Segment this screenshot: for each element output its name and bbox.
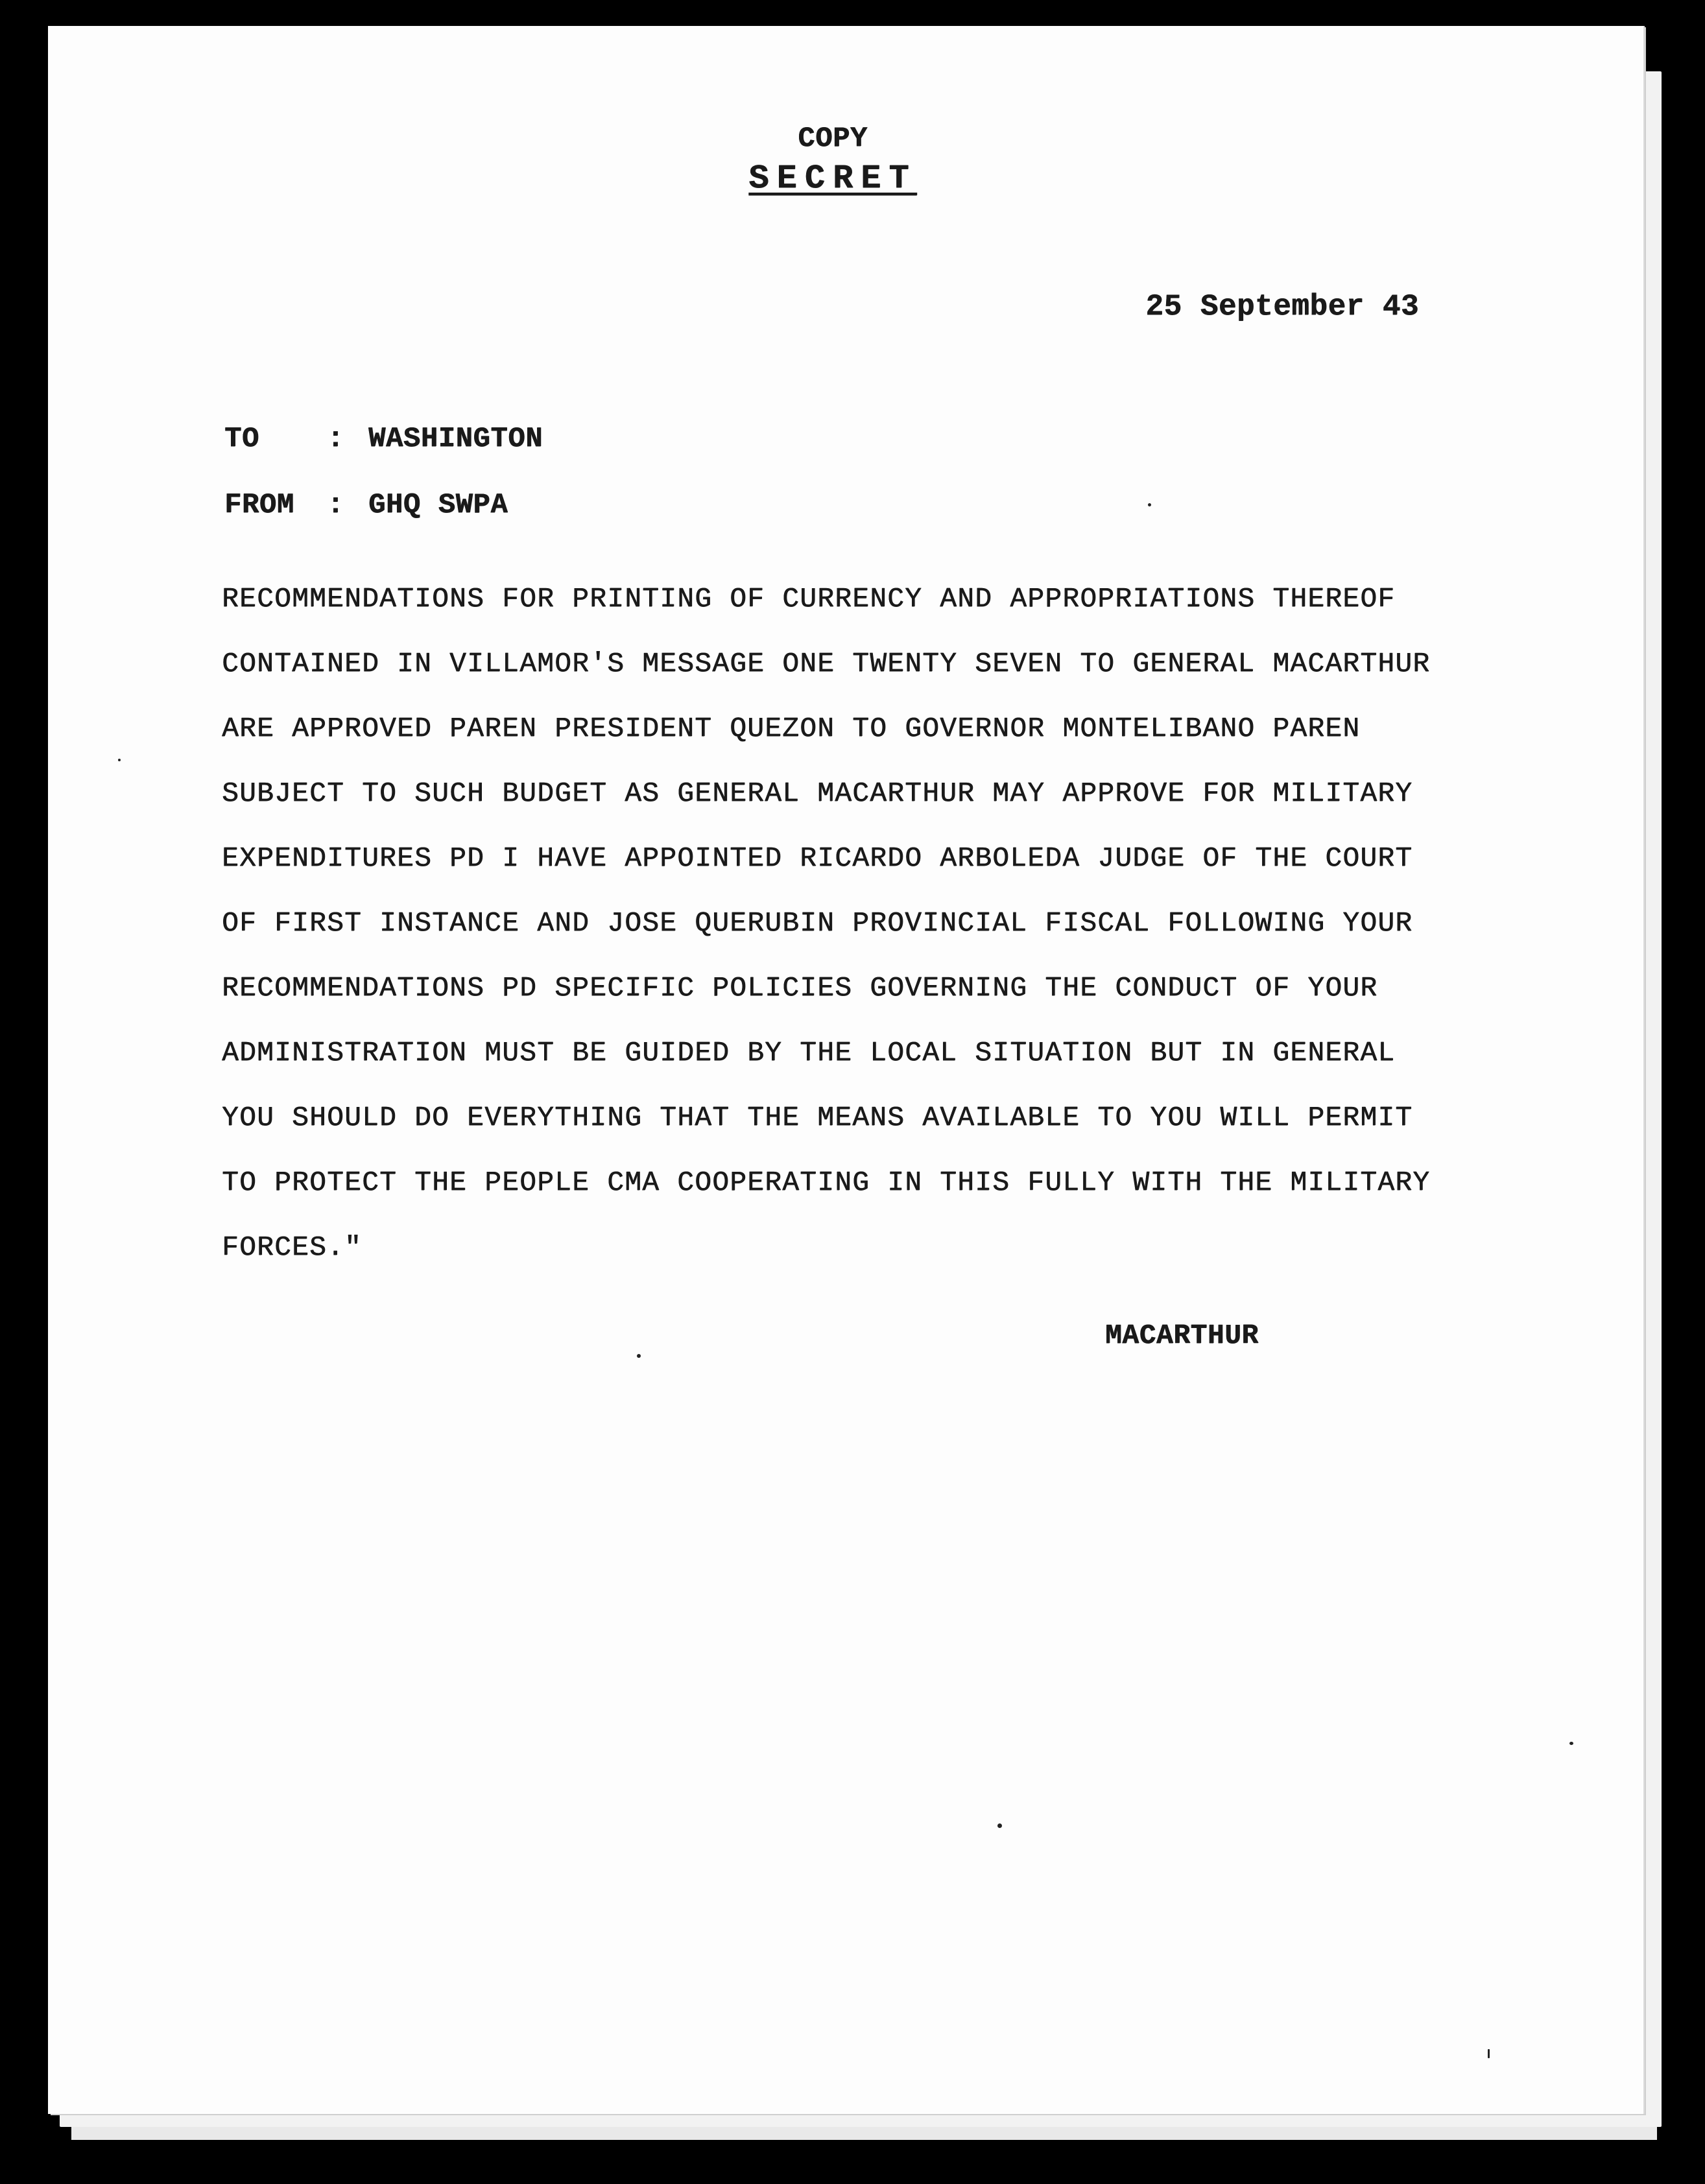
signature-block: MACARTHUR (1105, 1320, 1259, 1351)
scan-speck (1488, 2049, 1490, 2058)
message-date: 25 September 43 (1145, 290, 1419, 324)
body-line: CONTAINED IN VILLAMOR'S MESSAGE ONE TWENTY SEVEN TO GENERAL MACARTHUR (222, 648, 1431, 680)
from-separator: : (327, 489, 344, 521)
body-line: SUBJECT TO SUCH BUDGET AS GENERAL MACARTHUR MAY APPROVE FOR MILITARY (222, 777, 1413, 809)
body-line: ADMINISTRATION MUST BE GUIDED BY THE LOCAL SITUATION BUT IN GENERAL (222, 1037, 1396, 1069)
body-line: OF FIRST INSTANCE AND JOSE QUERUBIN PROVINCIAL FISCAL FOLLOWING YOUR (222, 907, 1413, 939)
body-line: RECOMMENDATIONS FOR PRINTING OF CURRENCY AND APPROPRIATIONS THEREOF (222, 583, 1396, 615)
scan-speck (637, 1354, 641, 1358)
body-line: RECOMMENDATIONS PD SPECIFIC POLICIES GOVERNING THE CONDUCT OF YOUR (222, 972, 1378, 1004)
copy-label: COPY (798, 123, 868, 155)
to-recipient: WASHINGTON (368, 423, 543, 455)
scan-speck (1569, 1742, 1573, 1745)
classification-marking: SECRET (748, 160, 917, 198)
body-line: YOU SHOULD DO EVERYTHING THAT THE MEANS AVAILABLE TO YOU WILL PERMIT (222, 1102, 1413, 1134)
from-sender: GHQ SWPA (368, 489, 508, 521)
to-separator: : (327, 423, 344, 455)
scan-speck (1148, 503, 1151, 506)
body-line: EXPENDITURES PD I HAVE APPOINTED RICARDO ARBOLEDA JUDGE OF THE COURT (222, 842, 1413, 874)
body-line: ARE APPROVED PAREN PRESIDENT QUEZON TO GOVERNOR MONTELIBANO PAREN (222, 713, 1361, 744)
scan-speck (118, 759, 121, 761)
from-label: FROM (224, 489, 294, 521)
to-label: TO (224, 423, 259, 455)
body-line: FORCES." (222, 1231, 363, 1263)
body-line: TO PROTECT THE PEOPLE CMA COOPERATING IN THIS FULLY WITH THE MILITARY (222, 1167, 1431, 1198)
scan-speck (997, 1823, 1002, 1828)
memo-page (48, 26, 1643, 2114)
